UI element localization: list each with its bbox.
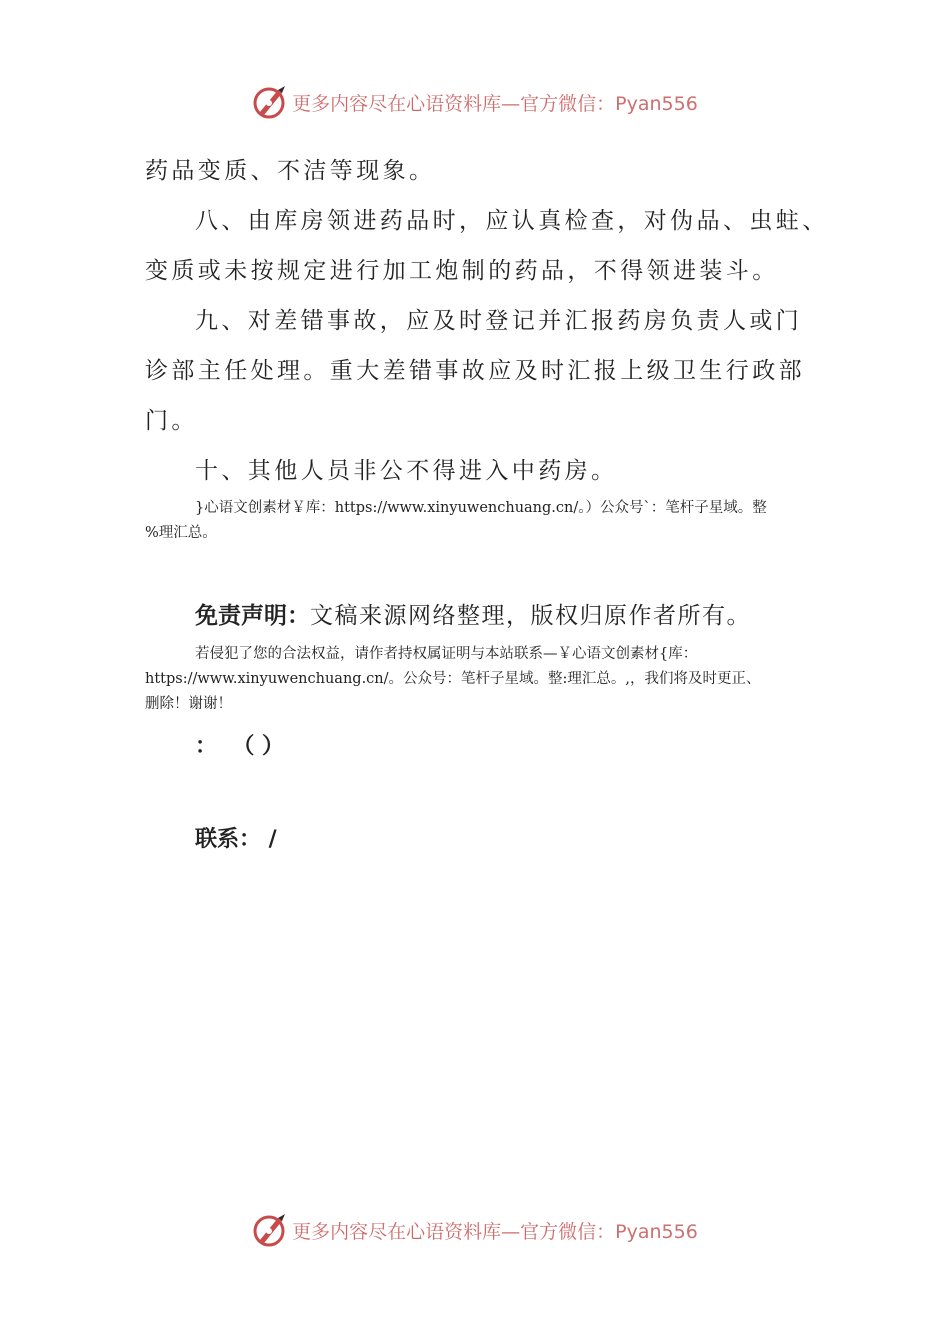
disclaimer	[145, 596, 835, 636]
paragraph-line: 门。	[145, 408, 198, 434]
disclaimer-text: 文稿来源网络整理，版权归原作者所有。	[310, 603, 751, 629]
pen-circle-logo-icon	[252, 1212, 288, 1248]
banner-text: 更多内容尽在心语资料库—官方微信：Pyan556	[292, 92, 698, 115]
disclaimer-detail: https://www.xinyuwenchuang.cn/。公众号：笔杆子星域。整:理汇总。,，我们将及时更正、	[145, 671, 761, 687]
document-body	[145, 146, 835, 853]
disclaimer-detail: 若侵犯了您的合法权益，请作者持权属证明与本站联系—￥心语文创素材{库：	[195, 646, 698, 662]
banner-wechat-id: Pyan556	[615, 92, 698, 115]
top-banner	[0, 82, 950, 122]
banner-text: 更多内容尽在心语资料库—官方微信：Pyan556	[292, 1220, 698, 1243]
bottom-banner	[0, 1210, 950, 1250]
paragraph-line: 变质或未按规定进行加工炮制的药品，不得领进装斗。	[145, 258, 779, 284]
banner-wechat-id: Pyan556	[615, 1220, 698, 1243]
contact-line: 联系： /	[195, 827, 277, 852]
disclaimer-heading: 免责声明：	[195, 603, 310, 629]
paragraph-line: 九、对差错事故，应及时登记并汇报药房负责人或门	[195, 308, 803, 334]
disclaimer-detail: 删除！谢谢！	[145, 696, 232, 712]
paragraph-line: 十、其他人员非公不得进入中药房。	[195, 458, 618, 484]
paragraph-line: 诊部主任处理。重大差错事故应及时汇报上级卫生行政部	[145, 358, 805, 384]
paragraph-line: 八、由库房领进药品时，应认真检查，对伪品、虫蛀、	[195, 208, 829, 234]
source-note: }心语文创素材￥库：https://www.xinyuwenchuang.cn/。）公众号`：笔杆子星域。整	[195, 500, 767, 516]
source-note: %理汇总。	[145, 525, 217, 541]
pen-circle-logo-icon	[252, 84, 288, 120]
punctuation-line: ： （ ）	[195, 734, 284, 759]
paragraph-line: 药品变质、不洁等现象。	[145, 158, 436, 184]
